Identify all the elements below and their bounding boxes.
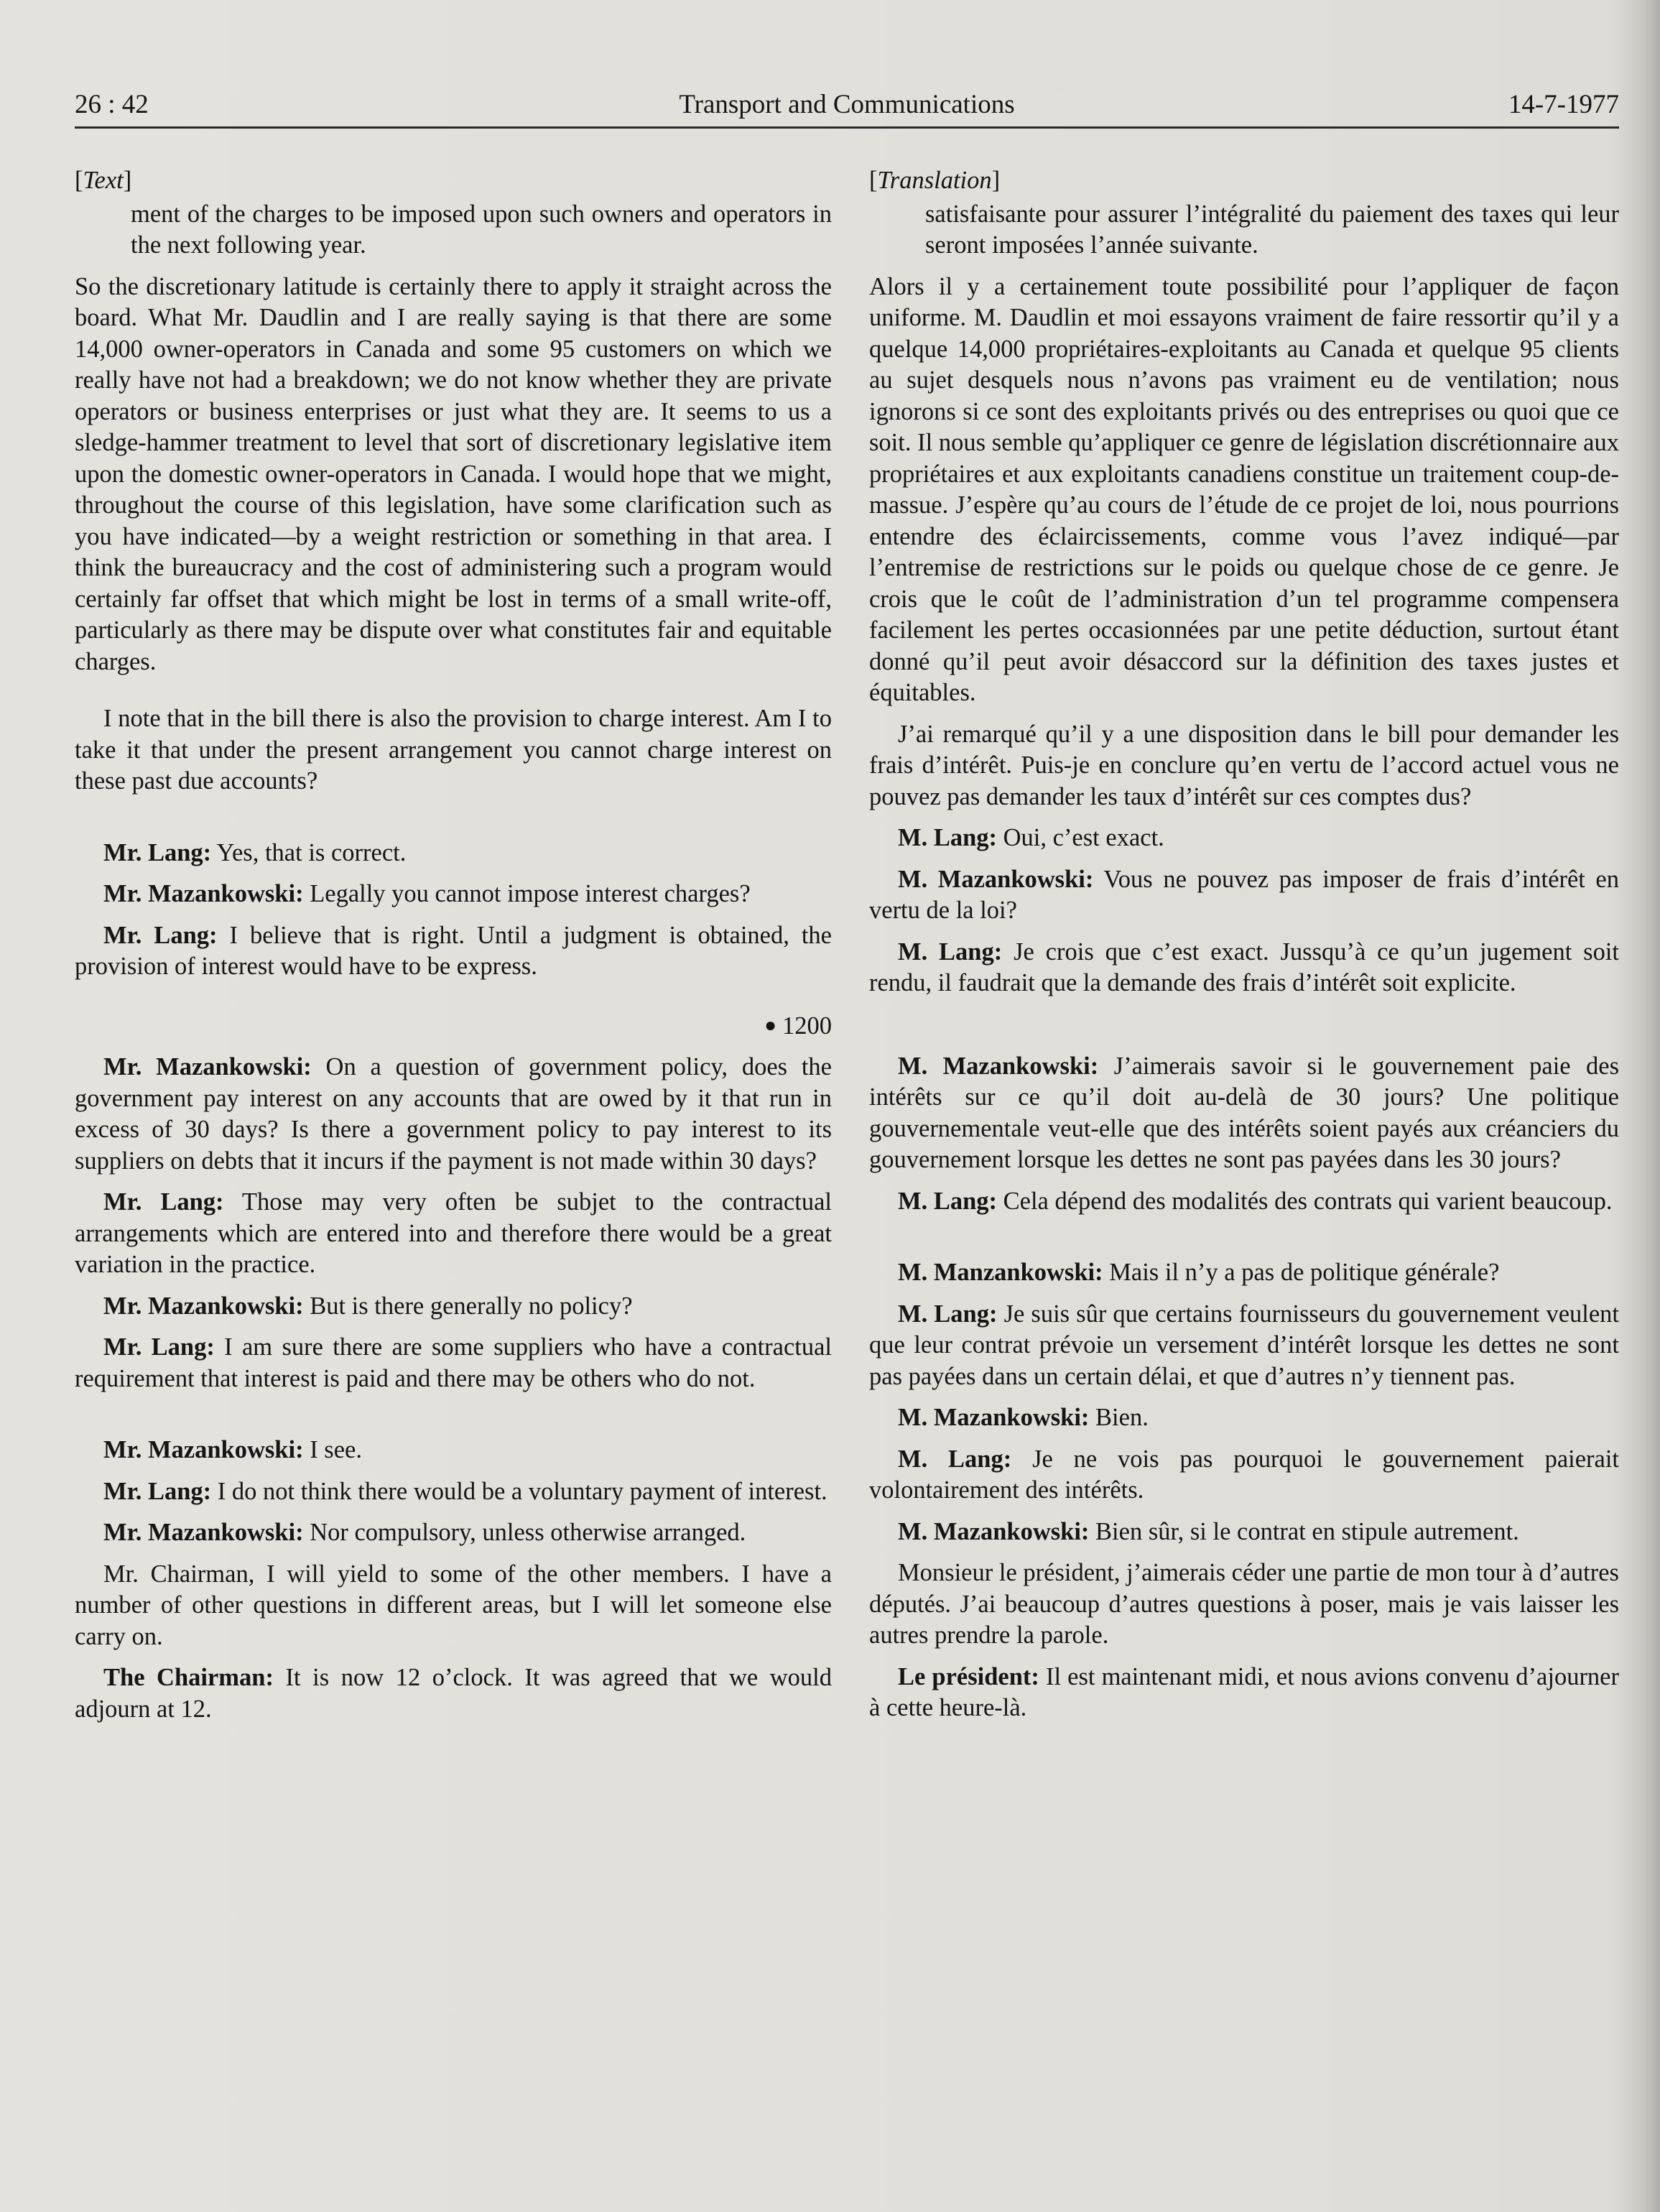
speaker: M. Manzankowski:	[898, 1259, 1103, 1286]
speech: Mr. Mazankowski: But is there generally no policy?	[103, 1292, 633, 1320]
speech: M. Lang: Cela dépend des modalités des contrats qui varient beaucoup.	[898, 1187, 1613, 1215]
text-tag: [Text]	[75, 167, 132, 194]
quoted-text: satisfaisante pour assurer l’intégralité du paiement des taxes qui leur seront imposées l’année suivante.	[925, 200, 1619, 259]
time-marker: ● 1200	[764, 1012, 832, 1040]
speech: Mr. Mazankowski: I see.	[103, 1436, 362, 1463]
speech: Mr. Lang: Those may very often be subjet to the contractual arrangements which are entered into and therefore there would be a great variation in the practice.	[75, 1188, 832, 1278]
paragraph: J’ai remarqué qu’il y a une disposition dans le bill pour demander les frais d’intérêt. Puis-je en conclure qu’en vertu de l’accord actuel vous ne pouvez pas demander les taux d’intérêt sur ces comptes dus?	[869, 720, 1619, 810]
speech: M. Mazankowski: Bien sûr, si le contrat en stipule autrement.	[898, 1517, 1519, 1545]
speech: Mr. Mazankowski: Nor compulsory, unless otherwise arranged.	[103, 1519, 746, 1546]
speaker: Mr. Lang:	[103, 838, 212, 866]
paragraph: So the discretionary latitude is certainly there to apply it straight across the board. What Mr. Daudlin and I are really saying is that there are some 14,000 owner-operators in Canada and some 95 customers on which we really have not had a breakdown; we do not know whether they are private operators or business enterprises or just what they are. It seems to us a sledge-hammer treatment to level that sort of discretionary legislative item upon the domestic owner-operators in Canada. I would hope that we might, throughout the course of this legislation, have some clarification such as you have indicated—by a weight restriction or something in that area. I think the bureaucracy and the cost of administering such a program would certainly far offset that which might be lost in terms of a small write-off, particularly as there may be dispute over what constitutes fair and equitable charges.	[75, 272, 832, 675]
running-title: Transport and Communications	[679, 90, 1015, 119]
speaker: Mr. Lang:	[103, 1188, 224, 1216]
speaker: M. Lang:	[898, 1300, 998, 1328]
speaker: Mr. Mazankowski:	[103, 1436, 304, 1463]
paragraph: I note that in the bill there is also the provision to charge interest. Am I to take it that under the present arrangement you cannot charge interest on these past due accounts?	[75, 705, 832, 795]
paragraph: Alors il y a certainement toute possibilité pour l’appliquer de façon uniforme. M. Daudlin et moi essayons vraiment de faire ressortir qu’il y a quelque 14,000 propriétaires-exploitants au Canada et quelque 95 clients au sujet desquels nous n’avons pas vraiment eu de ventilation; nous ignorons si ce sont des exploitants privés ou des entreprises ou quoi que ce soit. Il nous semble qu’appliquer ce genre de législation discrétionnaire aux propriétaires et aux exploitants canadiens constitue un traitement coup-de-massue. J’espère qu’au cours de l’étude de ce projet de loi, nous pourrions entendre des éclaircissements, comme vous l’avez indiqué—par l’entremise de restrictions sur le poids ou quelque chose de ce genre. Je crois que le coût de l’administration d’un tel programme compensera facilement les pertes occasionnées par une petite déduction, surtout étant donné qu’il peut avoir désaccord sur la définition des taxes justes et équitables.	[869, 272, 1619, 706]
translation-tag: [Translation]	[869, 167, 1001, 194]
speaker: M. Mazankowski:	[898, 1517, 1090, 1545]
speech: Mr. Mazankowski: Legally you cannot impose interest charges?	[103, 880, 751, 907]
speaker: M. Mazankowski:	[898, 1404, 1090, 1431]
speaker: M. Lang:	[898, 1445, 1012, 1473]
speech: Mr. Lang: Yes, that is correct.	[103, 838, 407, 866]
speaker: Le président:	[898, 1662, 1039, 1690]
speaker: M. Mazankowski:	[898, 1052, 1099, 1080]
issue-date: 14-7-1977	[1508, 90, 1619, 119]
speech: Mr. Lang: I am sure there are some suppliers who have a contractual requirement that interest is paid and there may be others who do not.	[75, 1333, 832, 1392]
speech: Mr. Mazankowski: On a question of government policy, does the government pay interest on any accounts that are owed by it that run in excess of 30 days? Is there a government policy to pay interest to its suppliers on debts that it incurs if the payment is not made within 30 days?	[75, 1053, 832, 1175]
speech: M. Mazankowski: Vous ne pouvez pas imposer de frais d’intérêt en vertu de la loi?	[869, 865, 1619, 924]
speaker: The Chairman:	[103, 1664, 274, 1691]
speaker: Mr. Mazankowski:	[103, 1053, 312, 1080]
speech: M. Lang: Oui, c’est exact.	[898, 824, 1164, 851]
paragraph: Monsieur le président, j’aimerais céder une partie de mon tour à d’autres députés. J’ai beaucoup d’autres questions à poser, mais je vais laisser les autres prendre la parole.	[869, 1559, 1619, 1649]
speech: M. Lang: Je crois que c’est exact. Jussqu’à ce qu’un jugement soit rendu, il faudrait que la demande des frais d’intérêt soit explicite.	[869, 938, 1620, 996]
speaker: M. Lang:	[898, 824, 997, 851]
speaker: Mr. Lang:	[103, 921, 218, 949]
speech: M. Mazankowski: Bien.	[898, 1404, 1149, 1431]
speaker: Mr. Lang:	[103, 1477, 212, 1505]
speaker: M. Lang:	[898, 938, 1003, 966]
speech: The Chairman: It is now 12 o’clock. It was agreed that we would adjourn at 12.	[75, 1664, 832, 1723]
speech: M. Lang: Je ne vois pas pourquoi le gouvernement paierait volontairement des intérêts.	[869, 1445, 1619, 1504]
speaker: M. Mazankowski:	[898, 865, 1094, 893]
french-column	[869, 165, 1619, 1724]
speech: M. Mazankowski: J’aimerais savoir si le gouvernement paie des intérêts sur ce qu’il doit au-delà de 30 jours? Une politique gouvernementale veut-elle que des intérêts soient payés aux créanciers du gouvernement lorsque les dettes ne sont pas payées dans les 30 jours?	[869, 1052, 1620, 1173]
page-number: 26 : 42	[75, 90, 149, 119]
english-column	[75, 165, 832, 1725]
quoted-text: ment of the charges to be imposed upon such owners and operators in the next following year.	[131, 200, 832, 259]
speech: M. Manzankowski: Mais il n’y a pas de politique générale?	[898, 1259, 1500, 1286]
speaker: M. Lang:	[898, 1187, 997, 1215]
speaker: Mr. Mazankowski:	[103, 1519, 304, 1546]
bullet-icon: ●	[764, 1014, 776, 1037]
page-header	[75, 83, 1619, 129]
speech: M. Lang: Je suis sûr que certains fournisseurs du gouvernement veulent que leur contrat prévoie un versement d’intérêt lorsque les dettes ne sont pas payées dans un certain délai, et que d’autres n’y tiennent pas.	[869, 1300, 1620, 1390]
speech: Mr. Lang: I do not think there would be a voluntary payment of interest.	[103, 1477, 827, 1505]
speaker: Mr. Mazankowski:	[103, 1292, 304, 1320]
paragraph: Mr. Chairman, I will yield to some of the other members. I have a number of other questions in different areas, but I will let someone else carry on.	[75, 1560, 832, 1650]
speaker: Mr. Lang:	[103, 1333, 215, 1361]
speech: Mr. Lang: I believe that is right. Until a judgment is obtained, the provision of interest would have to be express.	[75, 921, 832, 980]
speech: Le président: Il est maintenant midi, et nous avions convenu d’ajourner à cette heure-là.	[869, 1662, 1619, 1721]
speaker: Mr. Mazankowski:	[103, 880, 304, 907]
